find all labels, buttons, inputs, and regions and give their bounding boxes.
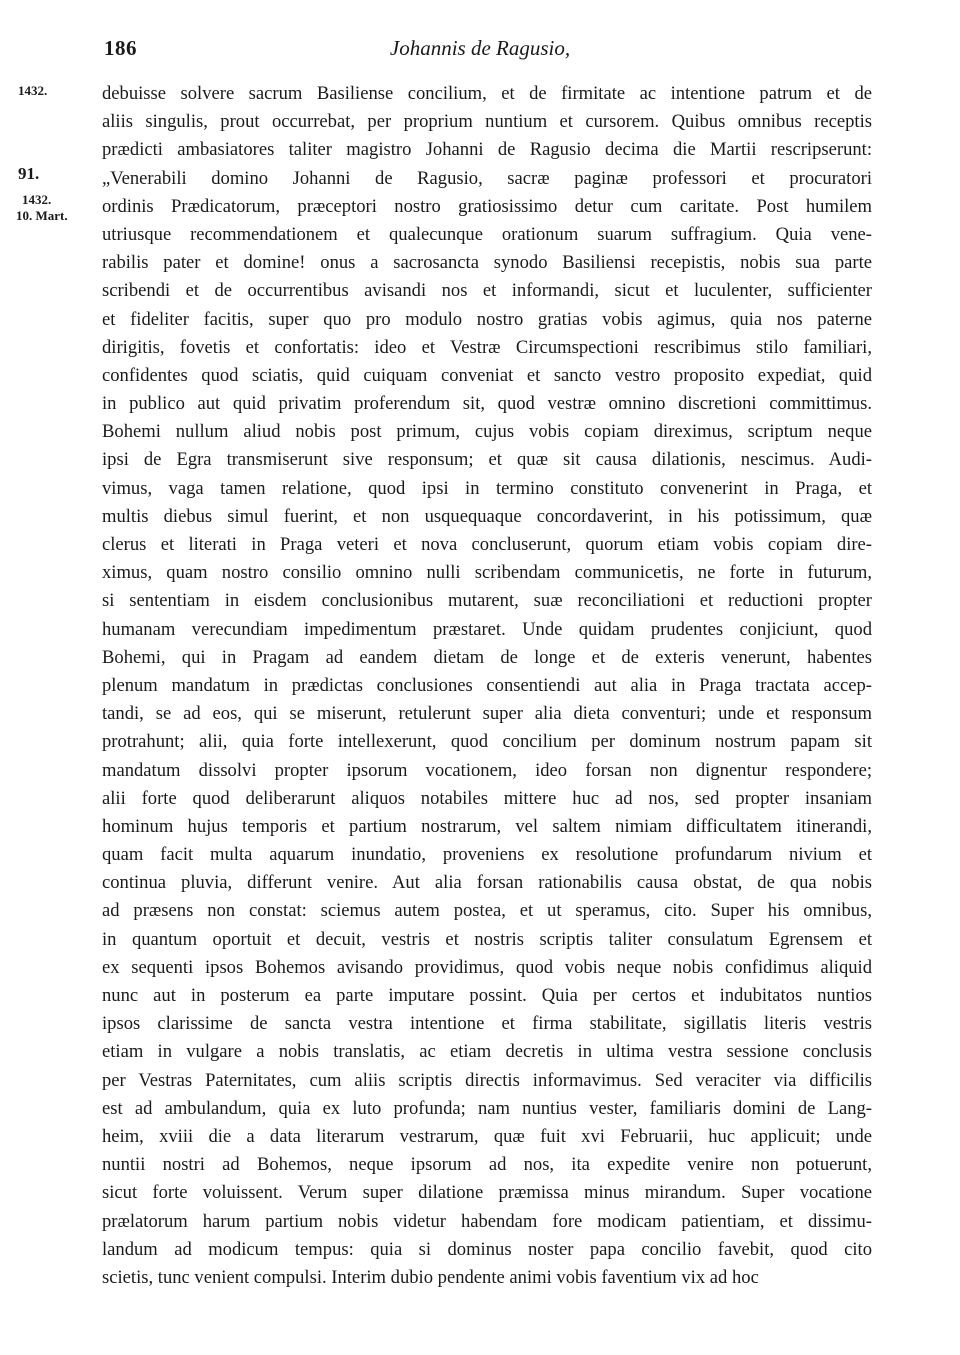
text-line: tandi, se ad eos, qui se miserunt, retulerunt super alia dieta conventuri; unde et responsum: [102, 703, 872, 725]
text-line: confidentes quod sciatis, quid cuiquam conveniat et sancto vestro proposito expediat, quid: [102, 364, 872, 386]
margin-document-number: 91.: [18, 164, 40, 183]
margin-year: 1432.: [18, 83, 48, 98]
text-line: clerus et literati in Praga veteri et nova concluserunt, quorum etiam vobis copiam dire-: [102, 534, 872, 555]
text-line: vimus, vaga tamen relatione, quod ipsi in termino constituto convenerint in Praga, et: [102, 477, 872, 499]
text-line: in quantum oportuit et decuit, vestris et nostris scriptis taliter consulatum Egrensem et: [102, 928, 872, 950]
text-line: et fideliter facitis, super quo pro modulo nostro gratias vobis agimus, quia nos paterne: [102, 308, 872, 330]
margin-document-date: 10. Mart.: [16, 208, 68, 223]
text-line: continua pluvia, differunt venire. Aut alia forsan rationabilis causa obstat, de qua nobis: [102, 872, 872, 894]
text-line: etiam in vulgare a nobis translatis, ac etiam decretis in ultima vestra sessione conclusis: [102, 1041, 872, 1063]
text-line: nuntii nostri ad Bohemos, neque ipsorum ad nos, ita expedite venire non potuerunt,: [102, 1154, 872, 1176]
text-line: in publico aut quid privatim proferendum sit, quod vestræ omnino discretioni committimus.: [102, 393, 872, 415]
text-line: rabilis pater et domine! onus a sacrosancta synodo Basiliensi recepistis, nobis sua parte: [102, 252, 872, 274]
text-line: debuisse solvere sacrum Basiliense concilium, et de firmitate ac intentione patrum et de: [102, 83, 872, 104]
text-line: ad præsens non constat: sciemus autem postea, et ut speramus, cito. Super his omnibus,: [102, 900, 872, 922]
text-line: „Venerabili domino Johanni de Ragusio, sacræ paginæ professori et procuratori: [102, 167, 872, 189]
body-text: [102, 80, 872, 1292]
text-line: dirigitis, fovetis et confortatis: ideo et Vestræ Circumspectioni rescribimus stilo familiari,: [102, 336, 872, 358]
running-title: Johannis de Ragusio,: [389, 36, 571, 60]
text-line: alii forte quod deliberarunt aliquos notabiles mittere huc ad nos, sed propter insaniam: [102, 787, 872, 809]
text-line: mandatum dissolvi propter ipsorum vocationem, ideo forsan non dignentur respondere;: [102, 759, 872, 781]
text-line: plenum mandatum in prædictas conclusiones consentiendi aut alia in Praga tractata accep-: [102, 674, 872, 696]
text-line: ipsi de Egra transmiserunt sive responsum; et quæ sit causa dilationis, nescimus. Audi-: [102, 449, 872, 471]
text-line: multis diebus simul fuerint, et non usquequaque concordaverint, in his potissimum, quæ: [102, 505, 872, 527]
text-line: est ad ambulandum, quia ex luto profunda; nam nuntius vester, familiaris domini de Lang-: [102, 1097, 872, 1119]
text-line: humanam verecundiam impedimentum præstaret. Unde quidam prudentes conjiciunt, quod: [102, 618, 872, 640]
margin-document-year: 1432.: [22, 192, 52, 207]
text-line: aliis singulis, prout occurrebat, per proprium nuntium et cursorem. Quibus omnibus receptis: [102, 111, 872, 133]
text-line: ex sequenti ipsos Bohemos avisando providimus, quod vobis neque nobis confidimus aliquid: [102, 956, 872, 978]
text-line: ipsos clarissime de sancta vestra intentione et firma stabilitate, sigillatis literis vestris: [102, 1013, 872, 1035]
text-line: per Vestras Paternitates, cum aliis scriptis directis informavimus. Sed veraciter via difficilis: [102, 1069, 872, 1091]
text-line: hominum hujus temporis et partium nostrarum, vel saltem nimiam difficultatem itinerandi,: [102, 815, 872, 837]
text-line: protrahunt; alii, quia forte intellexerunt, quod concilium per dominum nostrum papam sit: [102, 731, 872, 753]
text-line: prælatorum harum partium nobis videtur habendam fore modicam patientiam, et dissimu-: [102, 1210, 872, 1232]
text-line: ordinis Prædicatorum, præceptori nostro gratiosissimo detur cum caritate. Post humilem: [102, 195, 872, 217]
text-line: scribendi et de occurrentibus avisandi nos et informandi, sicut et luculenter, sufficienter: [102, 280, 872, 302]
text-line: sicut forte voluissent. Verum super dilatione præmissa minus mirandum. Super vocatione: [102, 1182, 872, 1204]
page-number: 186: [104, 36, 137, 60]
text-line: quam facit multa aquarum inundatio, proveniens ex resolutione profundarum nivium et: [102, 844, 872, 866]
text-line: heim, xviii die a data literarum vestrarum, quæ fuit xvi Februarii, huc applicuit; unde: [102, 1125, 872, 1147]
text-line: nunc aut in posterum ea parte imputare possint. Quia per certos et indubitatos nuntios: [102, 985, 872, 1006]
text-line: prædicti ambasiatores taliter magistro Johanni de Ragusio decima die Martii rescripserunt:: [102, 139, 872, 161]
text-line: si sententiam in eisdem conclusionibus mutarent, suæ reconciliationi et reductioni propter: [102, 590, 872, 612]
text-line: Bohemi, qui in Pragam ad eandem dietam de longe et de exteris venerunt, habentes: [102, 646, 872, 668]
text-line: scietis, tunc venient compulsi. Interim dubio pendente animi vobis faventium vix ad hoc: [102, 1266, 759, 1288]
text-line: ximus, quam nostro consilio omnino nulli scribendam communicetis, ne forte in futurum,: [102, 562, 872, 584]
text-line: Bohemi nullum aliud nobis post primum, cujus vobis copiam direximus, scriptum neque: [102, 421, 872, 443]
text-line: landum ad modicum tempus: quia si dominus noster papa concilio favebit, quod cito: [102, 1238, 872, 1260]
text-line: utriusque recommendationem et qualecunque orationum suarum suffragium. Quia vene-: [102, 223, 872, 245]
